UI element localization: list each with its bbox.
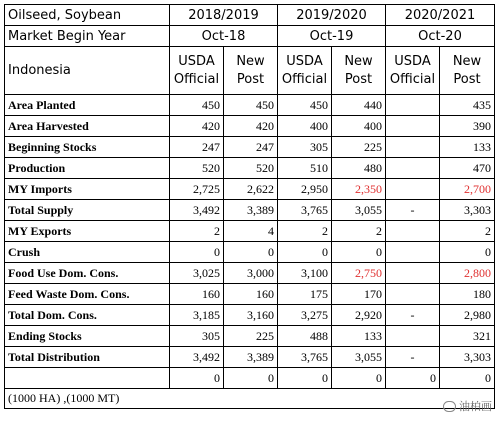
new-post-header: New Post: [332, 47, 386, 95]
table-row: [5, 242, 495, 263]
watermark: [443, 398, 492, 414]
table-cell: [386, 326, 440, 347]
table-row: [5, 263, 495, 284]
table-cell: 2,950: [278, 179, 332, 200]
table-cell: 321: [440, 326, 495, 347]
table-cell: [386, 221, 440, 242]
new-post-header: New Post: [224, 47, 278, 95]
table-cell: 305: [170, 326, 224, 347]
table-cell: 400: [332, 116, 386, 137]
row-label: Food Use Dom. Cons.: [5, 263, 170, 284]
table-cell: 305: [278, 137, 332, 158]
table-cell: 3,055: [332, 200, 386, 221]
begin-month: Oct-20: [386, 26, 495, 47]
table-cell: 2,725: [170, 179, 224, 200]
table-cell: 420: [224, 116, 278, 137]
table-cell: -: [386, 347, 440, 368]
row-label: Total Supply: [5, 200, 170, 221]
table-cell: [386, 95, 440, 116]
table-cell: 3,000: [224, 263, 278, 284]
table-cell: 2,750: [332, 263, 386, 284]
table-cell: 0: [170, 368, 224, 389]
usda-official-header: USDA Official: [170, 47, 224, 95]
table-cell: 470: [440, 158, 495, 179]
year-header: 2020/2021: [386, 5, 495, 26]
table-cell: 3,055: [332, 347, 386, 368]
usda-official-header: USDA Official: [386, 47, 440, 95]
table-row: [5, 200, 495, 221]
usda-official-header: USDA Official: [278, 47, 332, 95]
row-label: Beginning Stocks: [5, 137, 170, 158]
table-cell: [386, 179, 440, 200]
table-cell: 3,185: [170, 305, 224, 326]
table-cell: 2,920: [332, 305, 386, 326]
table-cell: 400: [278, 116, 332, 137]
table-cell: 2: [332, 221, 386, 242]
table-cell: 450: [170, 95, 224, 116]
table-cell: 520: [224, 158, 278, 179]
table-row: [5, 347, 495, 368]
table-cell: 3,389: [224, 347, 278, 368]
table-cell: 170: [332, 284, 386, 305]
table-cell: 247: [224, 137, 278, 158]
table-cell: 0: [440, 242, 495, 263]
table-cell: 160: [170, 284, 224, 305]
table-cell: 0: [332, 368, 386, 389]
table-cell: 2: [170, 221, 224, 242]
table-row: [5, 116, 495, 137]
table-cell: [386, 263, 440, 284]
table-cell: 2,700: [440, 179, 495, 200]
row-label: Area Planted: [5, 95, 170, 116]
table-cell: 2,800: [440, 263, 495, 284]
table-row: [5, 158, 495, 179]
table-cell: 3,765: [278, 347, 332, 368]
table-cell: [386, 137, 440, 158]
table-cell: 0: [278, 368, 332, 389]
table-row: [5, 137, 495, 158]
table-cell: 480: [332, 158, 386, 179]
row-label: Total Dom. Cons.: [5, 305, 170, 326]
table-cell: [386, 284, 440, 305]
year-header: 2018/2019: [170, 5, 278, 26]
row-label: Production: [5, 158, 170, 179]
header-row-sources: [5, 47, 495, 95]
table-cell: 3,100: [278, 263, 332, 284]
table-cell: 390: [440, 116, 495, 137]
table-cell: 3,025: [170, 263, 224, 284]
table-cell: 4: [224, 221, 278, 242]
row-label: Area Harvested: [5, 116, 170, 137]
table-cell: 420: [170, 116, 224, 137]
table-cell: 520: [170, 158, 224, 179]
table-cell: 175: [278, 284, 332, 305]
table-cell: 2,980: [440, 305, 495, 326]
table-cell: 0: [278, 242, 332, 263]
row-label: MY Exports: [5, 221, 170, 242]
table-cell: -: [386, 200, 440, 221]
table-cell: 247: [170, 137, 224, 158]
table-cell: 133: [332, 326, 386, 347]
row-label: MY Imports: [5, 179, 170, 200]
wechat-icon: [443, 401, 456, 412]
watermark-text: 油柏画: [459, 400, 492, 413]
table-cell: 3,765: [278, 200, 332, 221]
table-cell: 133: [440, 137, 495, 158]
table-cell: 3,160: [224, 305, 278, 326]
table-cell: 225: [332, 137, 386, 158]
table-row: [5, 368, 495, 389]
table-cell: 3,492: [170, 200, 224, 221]
table-row: [5, 284, 495, 305]
table-cell: 440: [332, 95, 386, 116]
table-cell: 0: [170, 242, 224, 263]
table-cell: 0: [386, 368, 440, 389]
market-begin-year-label: Market Begin Year: [5, 26, 170, 47]
psd-table-container: [4, 4, 494, 409]
table-cell: 2,350: [332, 179, 386, 200]
row-label: Crush: [5, 242, 170, 263]
row-label: Feed Waste Dom. Cons.: [5, 284, 170, 305]
table-cell: 0: [224, 242, 278, 263]
table-cell: 488: [278, 326, 332, 347]
table-cell: 0: [332, 242, 386, 263]
table-row: [5, 95, 495, 116]
table-row: [5, 305, 495, 326]
table-row: [5, 221, 495, 242]
units-note: (1000 HA) ,(1000 MT): [5, 389, 495, 409]
table-cell: 0: [224, 368, 278, 389]
table-cell: 450: [224, 95, 278, 116]
country-label: Indonesia: [5, 47, 170, 95]
year-header: 2019/2020: [278, 5, 386, 26]
table-cell: 2: [440, 221, 495, 242]
row-label: [5, 368, 170, 389]
table-cell: 510: [278, 158, 332, 179]
footer-row: [5, 389, 495, 409]
header-row-years: [5, 5, 495, 26]
table-cell: 2: [278, 221, 332, 242]
table-cell: 2,622: [224, 179, 278, 200]
header-row-begin: [5, 26, 495, 47]
table-cell: [386, 158, 440, 179]
table-cell: 3,303: [440, 347, 495, 368]
table-cell: [386, 116, 440, 137]
new-post-header: New Post: [440, 47, 495, 95]
table-cell: 3,389: [224, 200, 278, 221]
table-cell: 160: [224, 284, 278, 305]
table-cell: 3,303: [440, 200, 495, 221]
table-row: [5, 179, 495, 200]
table-cell: 3,275: [278, 305, 332, 326]
table-cell: -: [386, 305, 440, 326]
begin-month: Oct-19: [278, 26, 386, 47]
psd-table: [4, 4, 495, 409]
commodity-label: Oilseed, Soybean: [5, 5, 170, 26]
table-cell: [386, 242, 440, 263]
table-cell: 450: [278, 95, 332, 116]
table-cell: 435: [440, 95, 495, 116]
row-label: Total Distribution: [5, 347, 170, 368]
row-label: Ending Stocks: [5, 326, 170, 347]
table-cell: 3,492: [170, 347, 224, 368]
table-cell: 0: [440, 368, 495, 389]
table-cell: 225: [224, 326, 278, 347]
table-cell: 180: [440, 284, 495, 305]
table-row: [5, 326, 495, 347]
begin-month: Oct-18: [170, 26, 278, 47]
